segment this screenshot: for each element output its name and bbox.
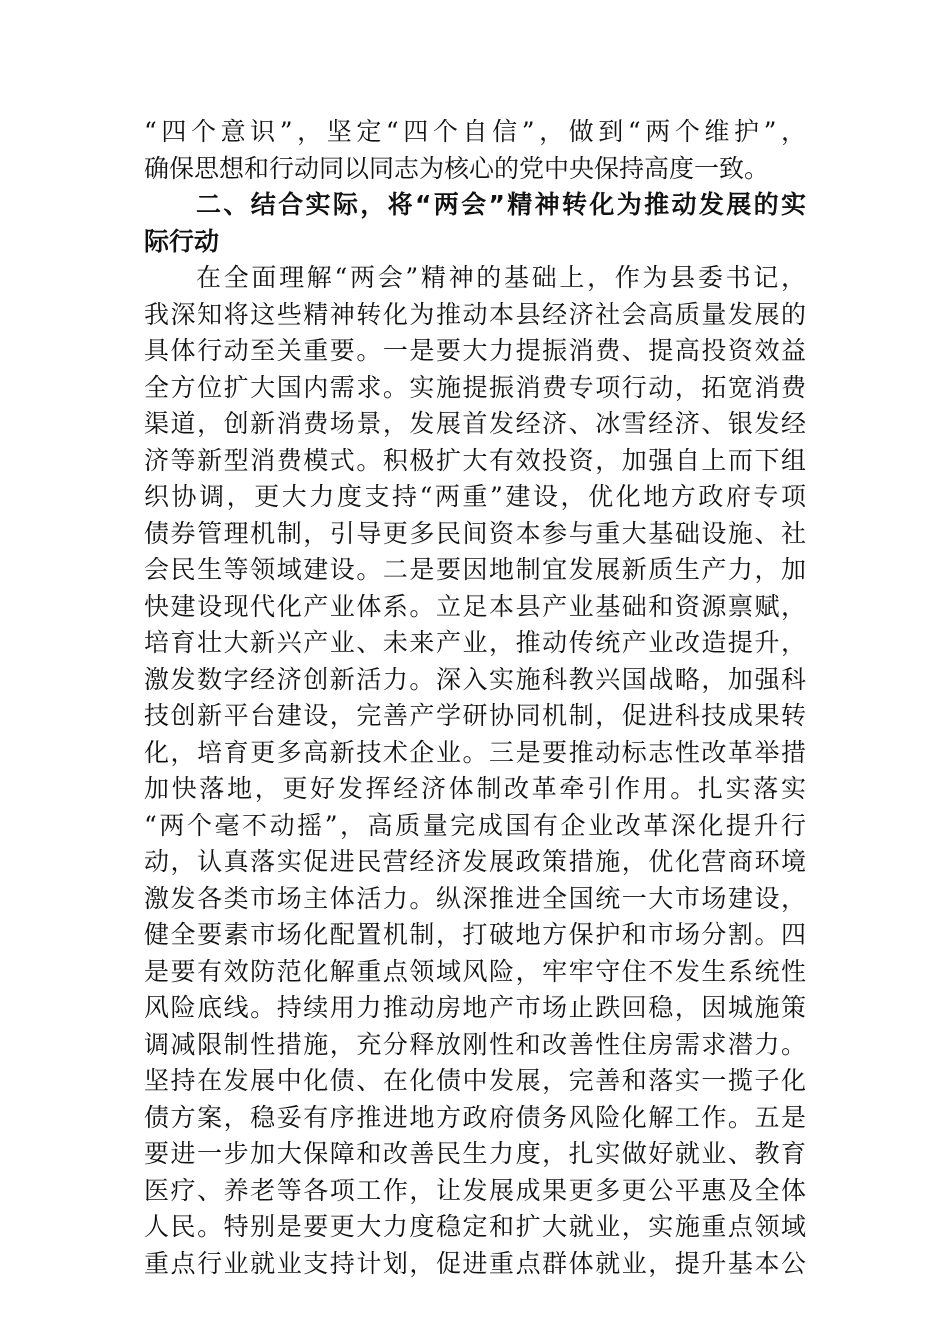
- text-line: 人民。特别是要更大力度稳定和扩大就业，实施重点领域: [144, 1212, 806, 1241]
- text-line: 动，认真落实促进民营经济发展政策措施，优化营商环境: [144, 847, 806, 876]
- text-line: 快建设现代化产业体系。立足本县产业基础和资源禀赋，: [144, 591, 806, 621]
- text-line: 调减限制性措施，充分释放刚性和改善性住房需求潜力。: [144, 1029, 806, 1059]
- text-line: 培育壮大新兴产业、未来产业，推动传统产业改造提升，: [144, 628, 806, 657]
- text-line: 全方位扩大国内需求。实施提振消费专项行动，拓宽消费: [144, 372, 806, 402]
- text-line: 技创新平台建设，完善产学研协同机制，促进科技成果转: [144, 701, 806, 730]
- intro-paragraph: [144, 114, 806, 187]
- text-line: 要进一步加大保障和改善民生力度，扎实做好就业、教育: [144, 1139, 806, 1168]
- text-line: 会民生等领域建设。二是要因地制宜发展新质生产力，加: [144, 555, 806, 584]
- text-line: 济等新型消费模式。积极扩大有效投资，加强自上而下组: [144, 445, 806, 475]
- heading-line: 二、结合实际，将“两会”精神转化为推动发展的实: [196, 190, 806, 219]
- text-line: 健全要素市场化配置机制，打破地方保护和市场分割。四: [144, 920, 806, 949]
- text-line: 激发各类市场主体活力。纵深推进全国统一大市场建设，: [144, 883, 806, 913]
- text-line: 债方案，稳妥有序推进地方政府债务风险化解工作。五是: [144, 1102, 806, 1132]
- text-line: 具体行动至关重要。一是要大力提振消费、提高投资效益: [144, 336, 806, 365]
- text-line: 织协调，更大力度支持“两重”建设，优化地方政府专项: [144, 482, 806, 511]
- text-line: “两个毫不动摇”，高质量完成国有企业改革深化提升行: [144, 810, 806, 840]
- text-line: 风险底线。持续用力推动房地产市场止跌回稳，因城施策: [144, 993, 806, 1022]
- heading-line: 际行动: [144, 226, 220, 256]
- text-line: 加快落地，更好发挥经济体制改革牵引作用。扎实落实: [144, 774, 806, 803]
- text-line: 激发数字经济创新活力。深入实施科教兴国战略，加强科: [144, 664, 806, 694]
- document-page: [144, 114, 806, 1282]
- text-line: 是要有效防范化解重点领域风险，牢牢守住不发生系统性: [144, 956, 806, 986]
- text-line: 在全面理解“两会”精神的基础上，作为县委书记，: [196, 263, 806, 292]
- text-line: 确保思想和行动同以同志为核心的党中央保持高度一致。: [144, 153, 770, 183]
- text-line: 坚持在发展中化债、在化债中发展，完善和落实一揽子化: [144, 1066, 806, 1095]
- text-line: 重点行业就业支持计划，促进重点群体就业，提升基本公: [144, 1248, 806, 1278]
- body-paragraph: [144, 260, 806, 1282]
- text-line: 医疗、养老等各项工作，让发展成果更多更公平惠及全体: [144, 1175, 806, 1205]
- text-line: 渠道，创新消费场景，发展首发经济、冰雪经济、银发经: [144, 409, 806, 438]
- text-line: 债券管理机制，引导更多民间资本参与重大基础设施、社: [144, 518, 806, 548]
- section-heading: [144, 187, 806, 260]
- text-line: 我深知将这些精神转化为推动本县经济社会高质量发展的: [144, 299, 806, 329]
- text-line: 化，培育更多高新技术企业。三是要推动标志性改革举措: [144, 737, 806, 767]
- text-line: “四个意识”，坚定“四个自信”，做到“两个维护”，: [144, 117, 806, 146]
